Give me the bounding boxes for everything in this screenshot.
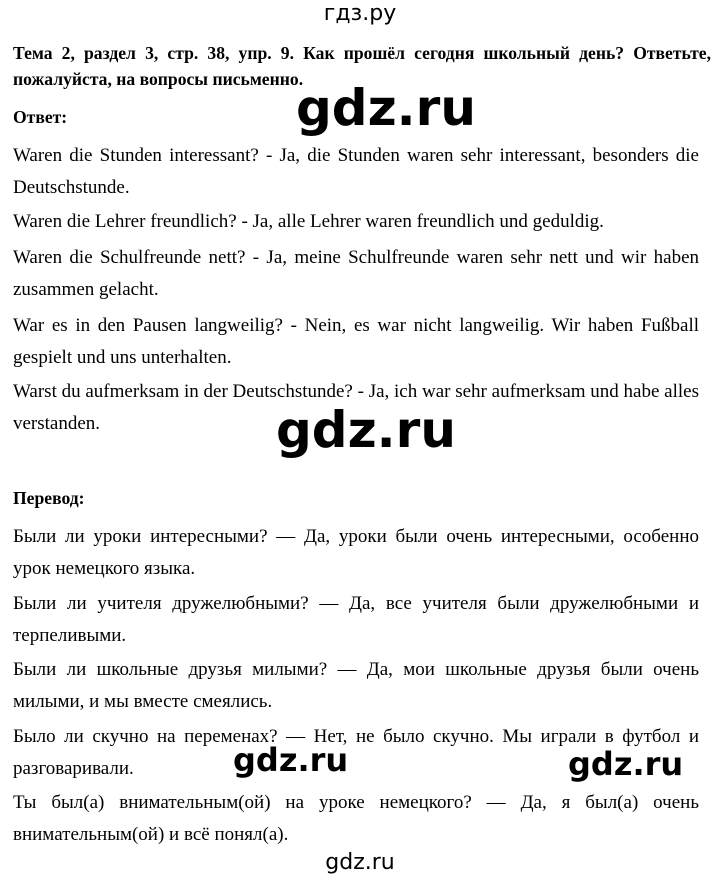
answer-paragraph: Waren die Lehrer freundlich? - Ja, alle Lehrer waren freundlich und geduldig. [13, 211, 604, 232]
translation-paragraph: Были ли учителя дружелюбными? — Да, все учителя были дружелюбными и терпеливыми. [13, 593, 699, 646]
translation-paragraph: Были ли уроки интересными? — Да, уроки были очень интересными, особенно урок немецкого языка. [13, 526, 699, 579]
site-header: гдз.ру [323, 1, 397, 26]
watermark: gdz.ru [276, 401, 456, 459]
watermark: gdz.ru [233, 741, 349, 779]
translation-paragraph: Были ли школьные друзья милыми? — Да, мои школьные друзья были очень милыми, и мы вместе смеялись. [13, 659, 699, 712]
translation-paragraph: Ты был(а) внимательным(ой) на уроке немецкого? — Да, я был(а) очень внимательным(ой) и всё понял(а). [13, 792, 699, 845]
answer-paragraph: Warst du aufmerksam in der Deutschstunde? - Ja, ich war sehr aufmerksam und habe alles verstanden. [13, 381, 699, 434]
answer-paragraph: War es in den Pausen langweilig? - Nein, es war nicht langweilig. Wir haben Fußball gespielt und uns unterhalten. [13, 315, 699, 368]
answer-paragraph: Waren die Schulfreunde nett? - Ja, meine Schulfreunde waren sehr nett und wir haben zusammen gelacht. [13, 247, 699, 300]
task-title: Тема 2, раздел 3, стр. 38, упр. 9. Как прошёл сегодня школьный день? Ответьте, пожалуйста, на вопросы письменно. [13, 43, 711, 89]
translation-label: Перевод: [13, 488, 85, 508]
footer: gdz.ru [325, 850, 395, 875]
translation-paragraph: Было ли скучно на переменах? — Нет, не было скучно. Мы играли в футбол и разговаривали. [13, 726, 699, 779]
answer-paragraph: Waren die Stunden interessant? - Ja, die Stunden waren sehr interessant, besonders die Deutschstunde. [13, 145, 699, 198]
watermark: gdz.ru [296, 79, 476, 137]
answer-label: Ответ: [13, 107, 68, 127]
watermark: gdz.ru [568, 745, 684, 783]
